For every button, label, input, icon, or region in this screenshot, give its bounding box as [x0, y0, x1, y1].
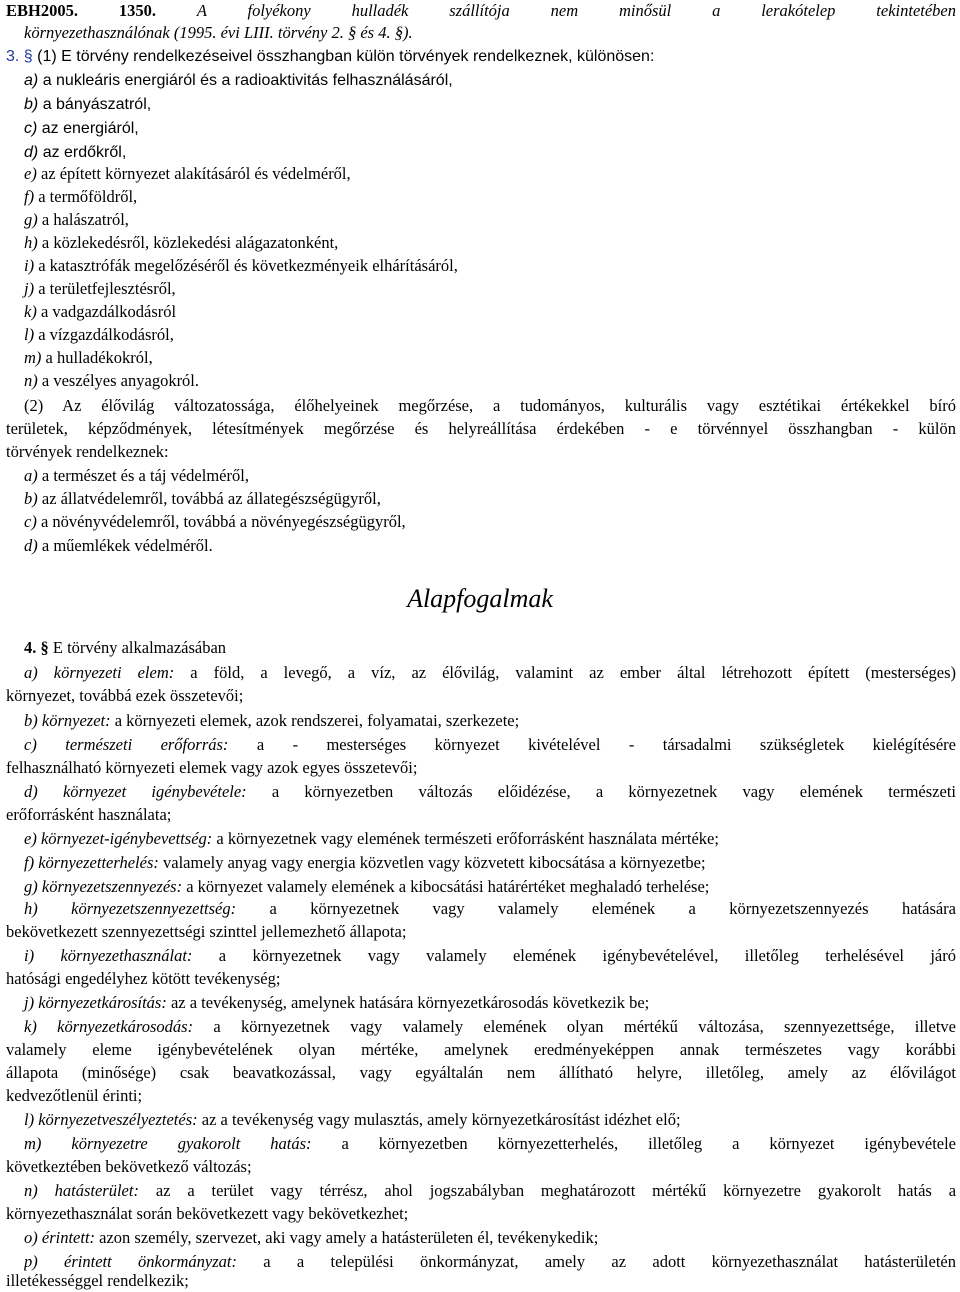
definition-a-line-2: környezet, továbbá ezek összetevői; — [6, 686, 244, 705]
definition-e-line-1: e) környezet-igénybevettség: a környezetnek vagy elemének természeti erőforrásként használata mértéke; — [24, 829, 719, 848]
list-item: g) a halászatról, — [24, 210, 129, 229]
list-item: n) a veszélyes anyagokról. — [24, 371, 200, 390]
section-3-para-2-line-3: törvények rendelkeznek: — [6, 442, 169, 461]
list-item: c) a növényvédelemről, továbbá a növényegészségügyről, — [24, 512, 406, 531]
definition-l-line-1: l) környezetveszélyeztetés: az a tevékenység vagy mulasztás, amely környezetkárosítást idézhet elő; — [24, 1110, 681, 1129]
list-item: a) a természet és a táj védelméről, — [24, 466, 249, 485]
definition-k-line-1: k) környezetkárosodás: a környezetnek vagy valamely elemének olyan mértékű változása, szennyezettsége, illetve — [24, 1017, 956, 1036]
definition-b-line-1: b) környezet: a környezeti elemek, azok rendszerei, folyamatai, szerkezete; — [24, 711, 520, 730]
case-note-line-2: környezethasználónak (1995. évi LIII. törvény 2. § és 4. §). — [24, 23, 413, 42]
definition-h-line-1: h) környezetszennyezettség: a környezetnek vagy valamely elemének a környezetszennyezés hatására — [24, 899, 956, 918]
section-4-intro — [24, 637, 956, 659]
list-item: l) a vízgazdálkodásról, — [24, 325, 174, 344]
definition-g-line-1: g) környezetszennyezés: a környezet valamely elemének a kibocsátási határértéket meghaladó terhelése; — [24, 877, 710, 896]
definition-d-line-2: erőforrásként használata; — [6, 805, 172, 824]
section-3-intro — [6, 46, 956, 68]
list-item: d) a műemlékek védelméről. — [24, 536, 213, 555]
definition-c-line-2: felhasználható környezeti elemek vagy azok egyes összetevői; — [6, 758, 418, 777]
definition-n-line-2: környezethasználat során bekövetkezett vagy bekövetkezhet; — [6, 1204, 409, 1223]
definition-p-line-2: illetékességgel rendelkezik; — [6, 1271, 189, 1290]
list-item: b) az állatvédelemről, továbbá az állategészségügyről, — [24, 489, 381, 508]
definition-k-line-2: valamely eleme igénybevételének olyan mértéke, amelynek eredményeképpen annak természetes vagy korábbi — [6, 1040, 956, 1059]
definition-n-line-1: n) hatásterület: az a terület vagy térrész, ahol jogszabályban meghatározott mértékű környezetre gyakorolt hatás a — [24, 1181, 956, 1200]
case-note-line-1 — [6, 0, 956, 22]
definition-k-line-3: állapota (minősége) csak beavatkozással, vagy egyáltalán nem állítható helyre, illetőleg, amely az élővilágot — [6, 1063, 956, 1082]
list-item: i) a katasztrófák megelőzéséről és következményeik elhárításáról, — [24, 256, 458, 275]
list-item: m) a hulladékokról, — [24, 348, 153, 367]
definition-i-line-1: i) környezethasználat: a környezetnek vagy valamely elemének igénybevételével, illetőleg terhelésével járó — [24, 946, 956, 965]
section-3-para-1: (1) E törvény rendelkezéseivel összhangban külön törvények rendelkeznek, különösen: — [37, 48, 655, 65]
definition-o-line-1: o) érintett: azon személy, szervezet, aki vagy amely a hatásterületen él, tevékenykedik; — [24, 1228, 599, 1247]
case-note-text: A folyékony hulladék szállítója nem minősül a lerakótelep tekintetében — [196, 1, 956, 20]
section-3-para-2-line-2: területek, képződmények, létesítmények megőrzése és helyreállítása érdekében - e törvénnyel összhangban - külön — [6, 419, 956, 438]
section-3-number: 3. § — [6, 48, 33, 65]
section-heading: Alapfogalmak — [407, 584, 553, 613]
definition-c-line-1: c) természeti erőforrás: a - mesterséges környezet kivételével - társadalmi szükségletek kielégítésére — [24, 735, 956, 754]
definition-i-line-2: hatósági engedélyhez kötött tevékenység; — [6, 969, 281, 988]
definition-p-line-1: p) érintett önkormányzat: a a települési önkormányzat, amely az adott környezethasználat hatásterületén — [24, 1252, 956, 1271]
definition-a-line-1: a) környezeti elem: a föld, a levegő, a víz, az élővilág, valamint az ember által létrehozott épített (mesterséges) — [24, 663, 956, 682]
section-4-intro-text: E törvény alkalmazásában — [52, 638, 227, 657]
list-item: a) a nukleáris energiáról és a radioaktivitás felhasználásáról, — [24, 72, 453, 89]
section-4-number: 4. § — [24, 638, 49, 657]
definition-h-line-2: bekövetkezett szennyezettségi szinttel jellemezhető állapota; — [6, 922, 407, 941]
definition-d-line-1: d) környezet igénybevétele: a környezetben változás előidézése, a környezetnek vagy elemének természeti — [24, 782, 956, 801]
list-item: k) a vadgazdálkodásról — [24, 302, 177, 321]
list-item: d) az erdőkről, — [24, 144, 127, 161]
list-item: c) az energiáról, — [24, 120, 139, 137]
list-item: f) a termőföldről, — [24, 187, 138, 206]
definition-k-line-4: kedvezőtlenül érinti; — [6, 1086, 143, 1105]
definition-m-line-2: következtében bekövetkező változás; — [6, 1157, 252, 1176]
list-item: j) a területfejlesztésről, — [24, 279, 176, 298]
list-item: h) a közlekedésről, közlekedési alágazatonként, — [24, 233, 339, 252]
definition-j-line-1: j) környezetkárosítás: az a tevékenység, amelynek hatására környezetkárosodás következik be; — [24, 993, 650, 1012]
definition-m-line-1: m) környezetre gyakorolt hatás: a környezetben környezetterhelés, illetőleg a környezet igénybevétele — [24, 1134, 956, 1153]
list-item: b) a bányászatról, — [24, 96, 152, 113]
list-item: e) az épített környezet alakításáról és védelméről, — [24, 164, 351, 183]
case-ref: EBH2005. 1350. — [6, 1, 156, 20]
definition-f-line-1: f) környezetterhelés: valamely anyag vagy energia közvetlen vagy közvetett kibocsátása a környezetbe; — [24, 853, 706, 872]
section-3-para-2-line-1: (2) Az élővilág változatossága, élőhelyeinek megőrzése, a tudományos, kulturális vagy esztétikai értékekkel bíró — [24, 396, 956, 415]
